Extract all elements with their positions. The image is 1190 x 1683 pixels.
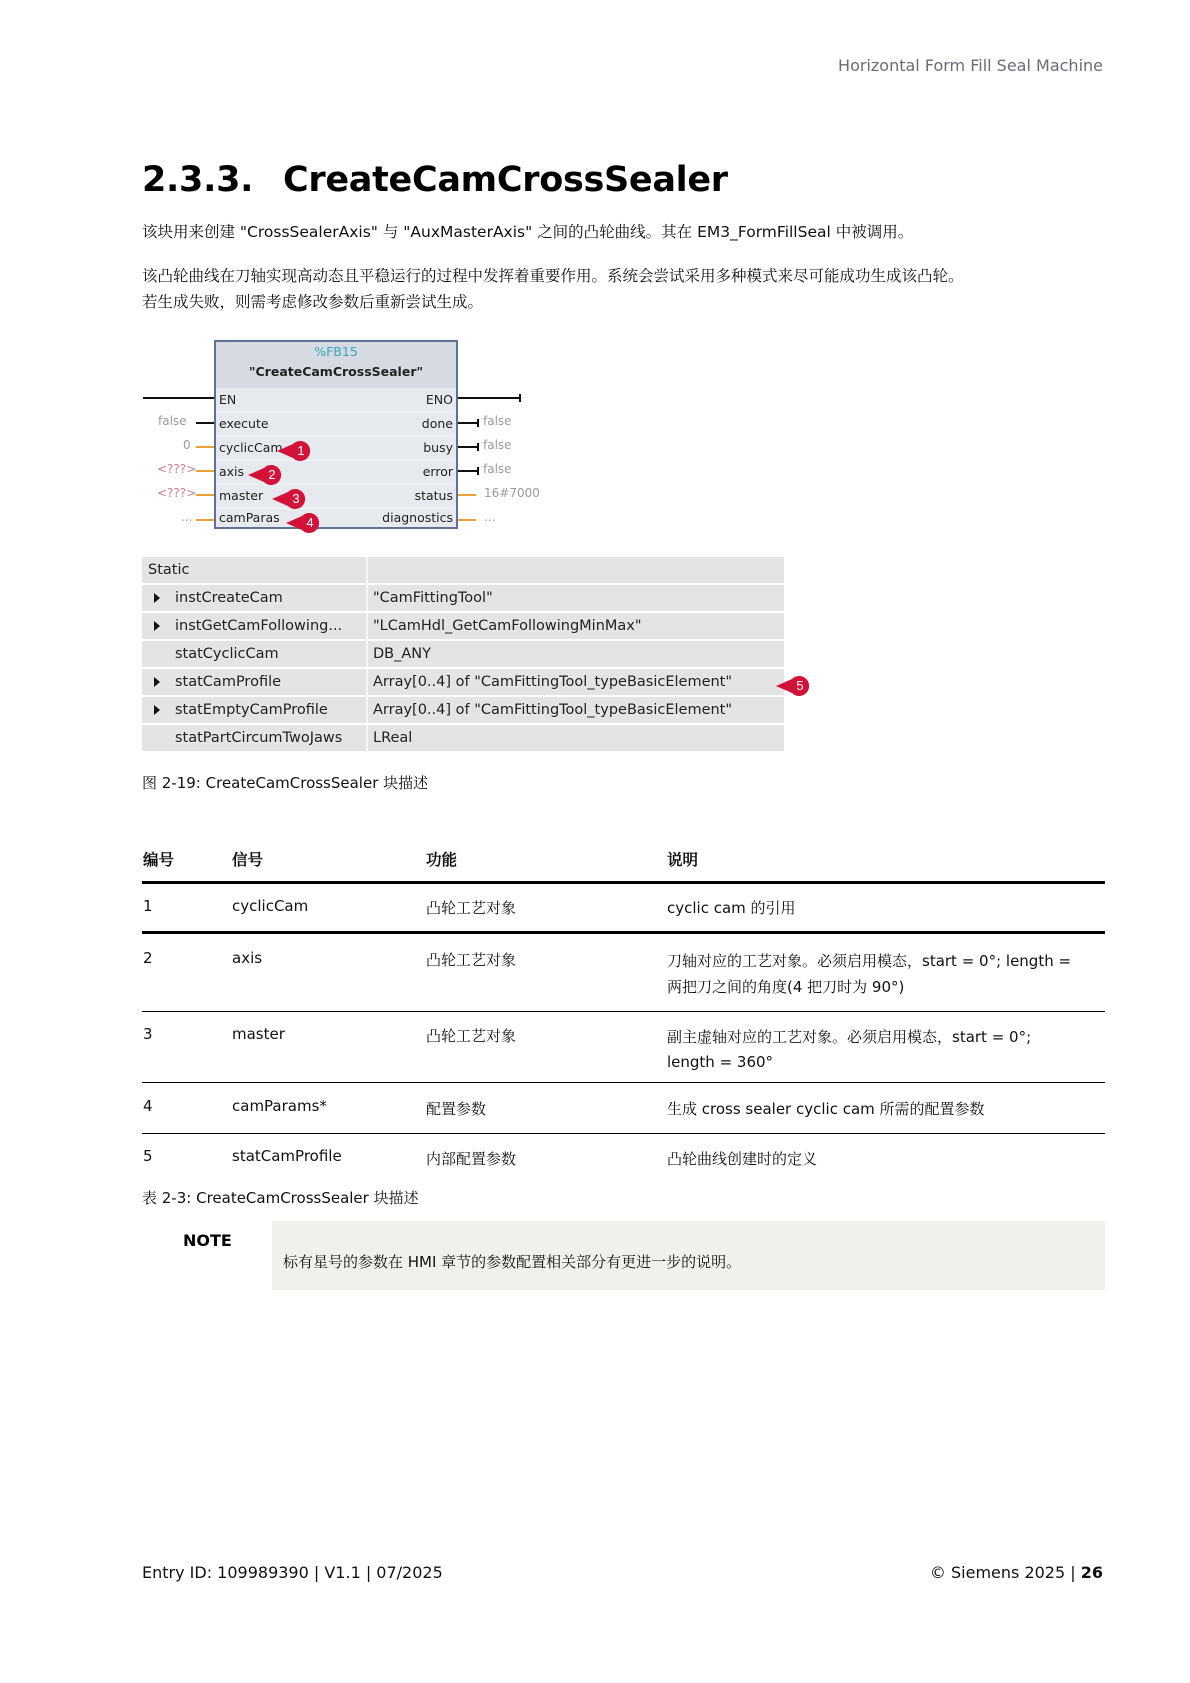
row-rule [142, 1133, 1105, 1134]
section-title: CreateCamCrossSealer [283, 160, 728, 200]
table-caption: 表 2-3: CreateCamCrossSealer 块描述 [142, 1189, 419, 1207]
table-row[interactable]: statCyclicCam DB_ANY [142, 641, 784, 667]
col-header-signal: 信号 [232, 851, 264, 869]
eno-wire [458, 397, 520, 399]
header-rule [142, 881, 1105, 884]
col-header-function: 功能 [426, 851, 458, 869]
execute-wire [196, 422, 214, 424]
note-text: 标有星号的参数在 HMI 章节的参数配置相关部分有更进一步的说明。 [283, 1253, 742, 1271]
pin-eno: ENO [425, 392, 453, 407]
pin-cycliccam: cyclicCam [219, 440, 283, 455]
pin-camparas: camParas [219, 510, 280, 525]
footer-copyright: © Siemens 2025 | 26 [929, 1563, 1103, 1582]
cycliccam-wire [196, 446, 214, 448]
footer-entry-id: Entry ID: 109989390 | V1.1 | 07/2025 [142, 1563, 443, 1582]
done-wire [458, 422, 478, 424]
master-value: <???> [157, 486, 197, 500]
table-row[interactable]: instGetCamFollowing... "LCamHdl_GetCamFollowingMinMax" [142, 613, 784, 639]
fb-header [216, 342, 456, 388]
error-wire [458, 470, 478, 472]
callout-badge-2: 2 [262, 465, 282, 485]
execute-value: false [158, 414, 187, 428]
busy-value: false [483, 438, 512, 452]
cycliccam-value: 0 [183, 438, 191, 452]
diagnostics-value: ... [484, 510, 496, 524]
callout-badge-1: 1 [291, 441, 311, 461]
table-row[interactable]: statEmptyCamProfile Array[0..4] of "CamFittingTool_typeBasicElement" [142, 697, 784, 723]
expand-arrow-icon[interactable] [154, 705, 160, 715]
camparas-wire [196, 519, 214, 521]
master-wire [196, 494, 214, 496]
pin-axis: axis [219, 464, 245, 479]
expand-arrow-icon[interactable] [154, 593, 160, 603]
row-rule [142, 1011, 1105, 1012]
axis-value: <???> [157, 462, 197, 476]
expand-arrow-icon[interactable] [154, 621, 160, 631]
busy-wire [458, 446, 478, 448]
pin-done: done [421, 416, 453, 431]
error-wire-end [477, 467, 479, 475]
detail-paragraph-line1: 该凸轮曲线在刀轴实现高动态且平稳运行的过程中发挥着重要作用。系统会尝试采用多种模式来尽可能成功生成该凸轮。 [142, 267, 964, 285]
static-header-label: Static [148, 562, 190, 578]
table-row[interactable]: statPartCircumTwoJaws LReal [142, 725, 784, 751]
expand-arrow-icon[interactable] [154, 677, 160, 687]
pin-master: master [219, 488, 264, 503]
callout-badge-4: 4 [300, 513, 320, 533]
static-header-row [142, 557, 784, 583]
done-wire-end [477, 419, 479, 427]
pin-en: EN [219, 392, 237, 407]
fb-id: %FB15 [314, 344, 358, 359]
pin-diagnostics: diagnostics [382, 510, 453, 525]
table-row[interactable]: statCamProfile Array[0..4] of "CamFittingTool_typeBasicElement" [142, 669, 784, 695]
camparas-value: ... [181, 510, 193, 524]
figure-caption: 图 2-19: CreateCamCrossSealer 块描述 [142, 774, 429, 792]
row-rule [142, 1082, 1105, 1083]
pin-status: status [414, 488, 453, 503]
col-header-description: 说明 [667, 851, 699, 869]
section-heading [142, 160, 728, 200]
fb-name: "CreateCamCrossSealer" [248, 364, 423, 379]
running-header: Horizontal Form Fill Seal Machine [838, 56, 1103, 75]
function-block[interactable] [214, 340, 458, 529]
intro-paragraph: 该块用来创建 "CrossSealerAxis" 与 "AuxMasterAxis" 之间的凸轮曲线。其在 EM3_FormFillSeal 中被调用。 [142, 223, 914, 241]
axis-wire [196, 470, 214, 472]
busy-wire-end [477, 443, 479, 451]
table-row[interactable]: instCreateCam "CamFittingTool" [142, 585, 784, 611]
note-label: NOTE [183, 1231, 232, 1250]
error-value: false [483, 462, 512, 476]
col-header-number: 编号 [143, 851, 175, 869]
pin-execute: execute [219, 416, 269, 431]
static-variables-table [142, 557, 784, 753]
en-wire [143, 397, 214, 399]
eno-wire-end [519, 394, 521, 402]
pin-busy: busy [423, 440, 453, 455]
detail-paragraph-line2: 若生成失败，则需考虑修改参数后重新尝试生成。 [142, 293, 484, 311]
done-value: false [483, 414, 512, 428]
section-number: 2.3.3. [142, 160, 254, 200]
callout-badge-3: 3 [286, 489, 306, 509]
callout-badge-5: 5 [790, 676, 810, 696]
row-rule [142, 931, 1105, 934]
diagnostics-wire [458, 519, 476, 521]
pin-error: error [422, 464, 453, 479]
status-wire [458, 494, 476, 496]
page-number: 26 [1080, 1563, 1103, 1582]
status-value: 16#7000 [484, 486, 540, 500]
